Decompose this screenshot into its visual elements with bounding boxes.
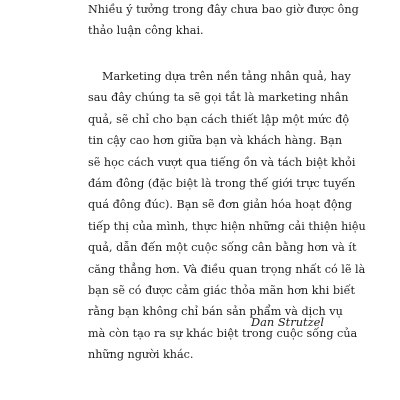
text-line: bạn sẽ có được cảm giác thỏa mãn hơn khi biết <box>88 284 355 298</box>
text-line: sau đây chúng ta sẽ gọi tắt là marketing nhân <box>88 91 349 105</box>
text-line: quả, dẫn đến một cuộc sống cân bằng hơn và ít <box>88 241 357 255</box>
text-line: mà còn tạo ra sự khác biệt trong cuộc sống của <box>88 326 358 340</box>
text-line: rằng bạn không chỉ bán sản phẩm và dịch vụ <box>88 305 343 319</box>
text-line: sẽ học cách vượt qua tiếng ồn và tách biệt khỏi <box>88 155 356 169</box>
text-line: những người khác. <box>88 348 194 362</box>
paragraph-intro <box>88 0 359 42</box>
author-signature: Dan Strutzel <box>250 315 324 329</box>
text-line: Marketing dựa trên nền tảng nhân quả, hay <box>102 70 351 83</box>
text-line: quả, sẽ chỉ cho bạn cách thiết lập một mức độ <box>88 112 350 126</box>
text-line: quá đông đúc). Bạn sẽ đơn giản hóa hoạt động <box>88 198 353 212</box>
text-line: căng thẳng hơn. Và điều quan trọng nhất có lẽ là <box>88 262 366 276</box>
text-line: tiếp thị của mình, thực hiện những cải thiện hiệu <box>88 219 366 233</box>
text-line: tin cậy cao hơn giữa bạn và khách hàng. Bạn <box>88 134 343 148</box>
text-line: đám đông (đặc biệt là trong thế giới trực tuyến <box>88 177 356 191</box>
text-line: thảo luận công khai. <box>88 24 204 38</box>
text-line: Nhiều ý tưởng trong đây chưa bao giờ được ông <box>88 3 359 16</box>
